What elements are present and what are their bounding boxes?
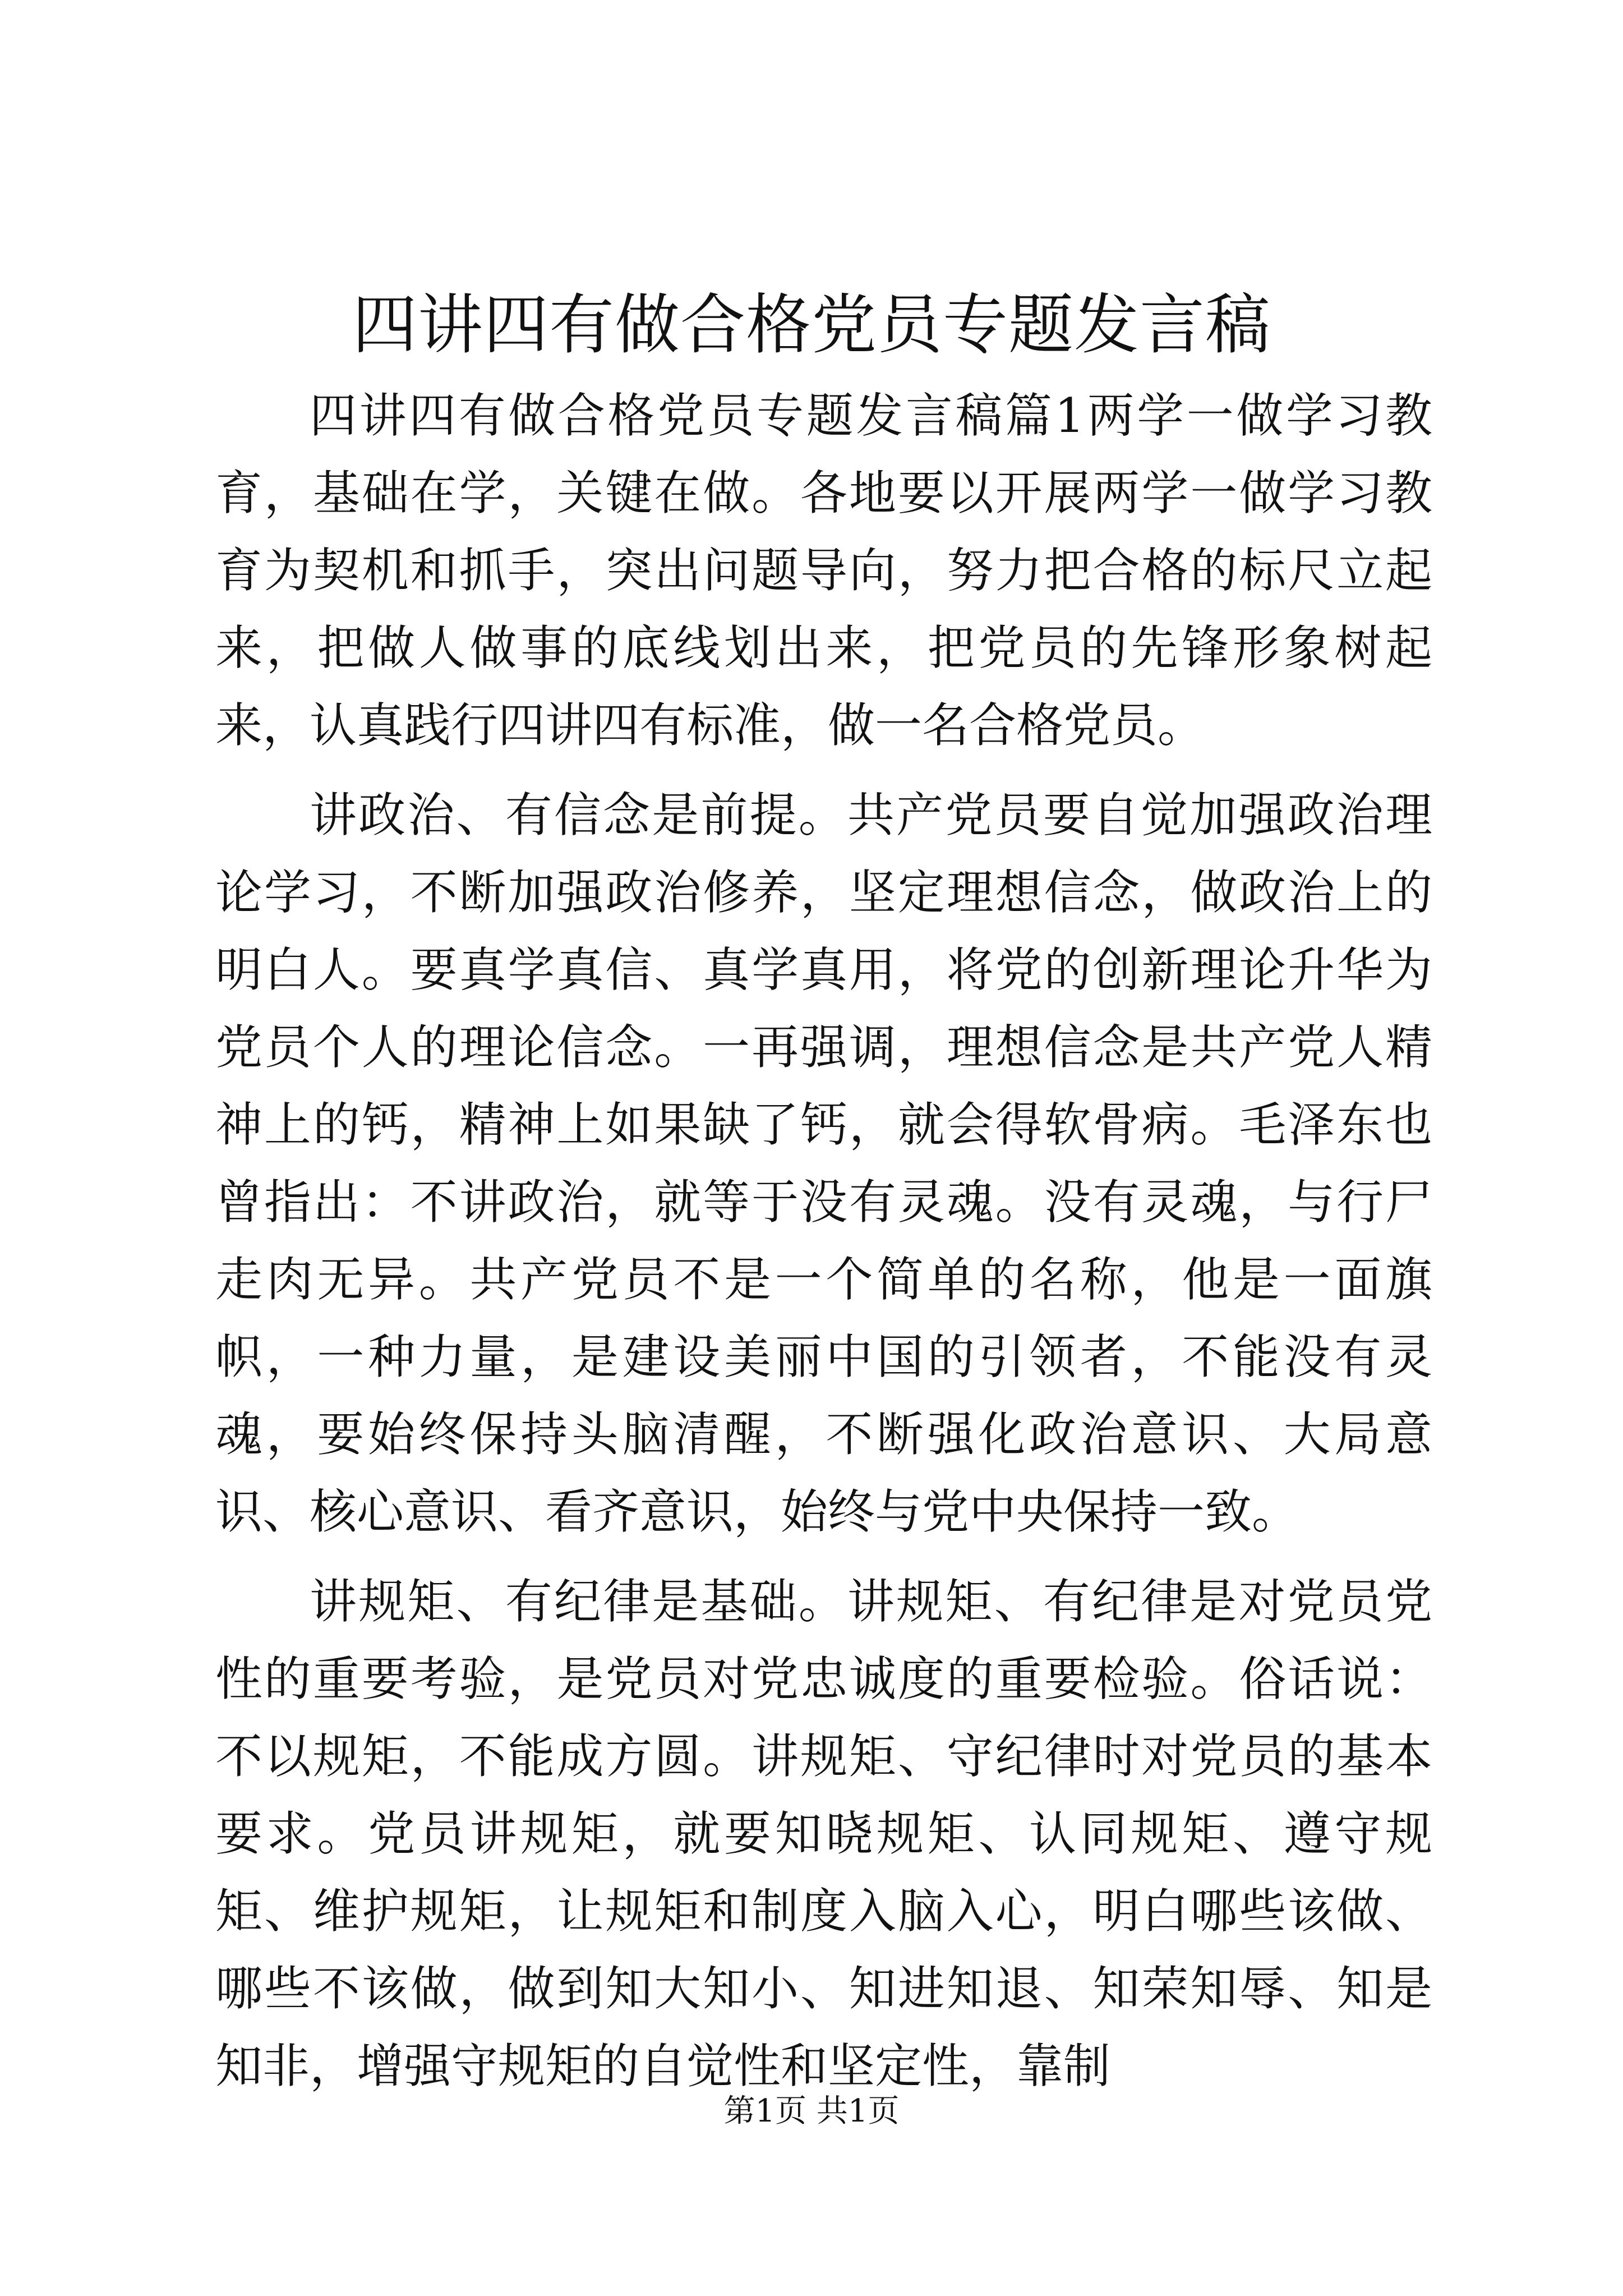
document-body xyxy=(215,377,1432,2117)
paragraph-rules-discipline: 讲规矩、有纪律是基础。讲规矩、有纪律是对党员党性的重要考验，是党员对党忠诚度的重要检验。俗话说：不以规矩，不能成方圆。讲规矩、守纪律时对党员的基本要求。党员讲规矩，就要知晓规矩、认同规矩、遵守规矩、维护规矩，让规矩和制度入脑入心，明白哪些该做、哪些不该做，做到知大知小、知进知退、知荣知辱、知是知非，增强守规矩的自觉性和坚定性，靠制 xyxy=(215,1574,1432,2093)
document-title: 四讲四有做合格党员专题发言稿 xyxy=(352,287,1271,363)
paragraph-politics-belief: 讲政治、有信念是前提。共产党员要自觉加强政治理论学习，不断加强政治修养，坚定理想信念，做政治上的明白人。要真学真信、真学真用，将党的创新理论升华为党员个人的理论信念。一再强调，理想信念是共产党人精神上的钙，精神上如果缺了钙，就会得软骨病。毛泽东也曾指出：不讲政治，就等于没有灵魂。没有灵魂，与行尸走肉无异。共产党员不是一个简单的名称，他是一面旗帜，一种力量，是建设美丽中国的引领者，不能没有灵魂，要始终保持头脑清醒，不断强化政治意识、大局意识、核心意识、看齐意识，始终与党中央保持一致。 xyxy=(215,788,1432,1539)
paragraph-intro: 四讲四有做合格党员专题发言稿篇1两学一做学习教育，基础在学，关键在做。各地要以开展两学一做学习教育为契机和抓手，突出问题导向，努力把合格的标尺立起来，把做人做事的底线划出来，把党员的先锋形象树起来，认真践行四讲四有标准，做一名合格党员。 xyxy=(215,388,1432,753)
page-number-footer: 第1页 共1页 xyxy=(723,2093,900,2129)
